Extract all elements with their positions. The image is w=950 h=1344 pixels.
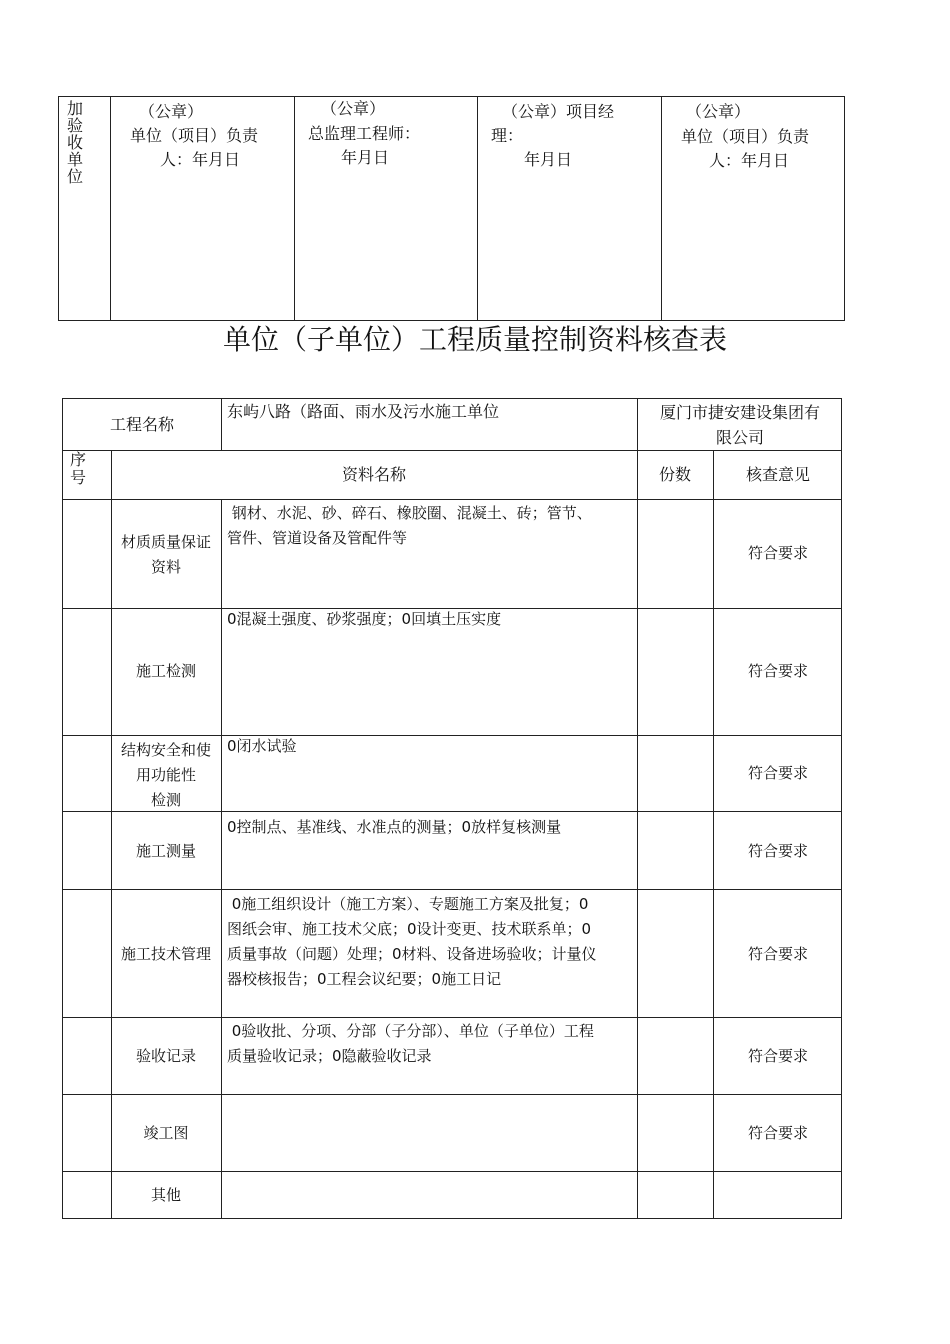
row-detail: 0施工组织设计（施工方案）、专题施工方案及批复；0 <box>227 895 589 913</box>
row-detail: 0控制点、基准线、水准点的测量；0放样复核测量 <box>227 818 562 836</box>
divider <box>661 97 662 320</box>
col-divider <box>637 450 638 1218</box>
header-opinion: 核查意见 <box>745 465 810 484</box>
page-title: 单位（子单位）工程质量控制资料核查表 <box>222 323 727 356</box>
row-detail: 钢材、水泥、砂、碎石、橡胶圈、混凝土、砖；管节、 <box>227 504 592 522</box>
row-opinion: 符合要求 <box>747 842 808 860</box>
row-opinion: 符合要求 <box>747 1124 808 1142</box>
row-name: 施工测量 <box>135 842 196 860</box>
row-name: 材质质量保证 <box>120 533 211 551</box>
seal-label: （公章）项目经 <box>502 102 615 121</box>
signature-text: 理： <box>491 126 524 145</box>
signature-block <box>58 96 845 321</box>
row-detail: 器校核报告；0工程会议纪要；0施工日记 <box>227 970 502 988</box>
signature-text: 单位（项目）负责 <box>130 126 259 145</box>
row-divider <box>63 889 841 890</box>
row-detail: 管件、管道设备及管配件等 <box>227 529 408 547</box>
header-seq: 序号 <box>69 450 86 487</box>
divider <box>477 97 478 320</box>
seal-label: （公章） <box>321 99 386 118</box>
row-detail: 图纸会审、施工技术父底；0设计变更、技术联系单；0 <box>227 920 592 938</box>
row-divider <box>63 1017 841 1018</box>
company-name: 限公司 <box>715 428 764 447</box>
side-label: 加验收单位 <box>66 99 83 186</box>
company-name: 厦门市捷安建设集团有 <box>659 403 820 422</box>
signature-text: 人：年月日 <box>160 150 241 169</box>
row-name: 结构安全和使 <box>120 741 211 759</box>
row-opinion: 符合要求 <box>747 1047 808 1065</box>
row-name: 检测 <box>150 791 181 809</box>
row-name: 验收记录 <box>135 1047 196 1065</box>
row-opinion: 符合要求 <box>747 764 808 782</box>
col-divider <box>221 399 222 450</box>
row-name: 竣工图 <box>143 1124 189 1142</box>
row-detail: 0验收批、分项、分部（子分部）、单位（子单位）工程 <box>227 1022 594 1040</box>
signature-text: 人：年月日 <box>709 151 790 170</box>
row-opinion: 符合要求 <box>747 662 808 680</box>
row-divider <box>63 450 841 451</box>
divider <box>294 97 295 320</box>
row-detail: 0闭水试验 <box>227 737 297 755</box>
header-copies: 份数 <box>658 465 691 484</box>
signature-text: 单位（项目）负责 <box>681 127 810 146</box>
col-divider <box>221 499 222 1218</box>
signature-text: 总监理工程师： <box>308 124 421 143</box>
row-detail: 质量事故（问题）处理；0材料、设备进场验收；计量仪 <box>227 945 597 963</box>
row-name: 其他 <box>150 1186 181 1204</box>
row-name: 施工检测 <box>135 662 196 680</box>
row-divider <box>63 499 841 500</box>
project-label: 工程名称 <box>109 415 174 434</box>
seal-label: （公章） <box>686 102 751 121</box>
row-opinion: 符合要求 <box>747 544 808 562</box>
signature-text: 年月日 <box>341 148 390 167</box>
row-divider <box>63 735 841 736</box>
signature-text: 年月日 <box>524 150 573 169</box>
row-opinion: 符合要求 <box>747 945 808 963</box>
row-divider <box>63 1094 841 1095</box>
seal-label: （公章） <box>139 102 204 121</box>
header-material: 资料名称 <box>341 465 406 484</box>
project-name: 东屿八路（路面、雨水及污水施工单位 <box>227 402 500 421</box>
row-divider <box>63 1171 841 1172</box>
quality-control-table <box>62 398 842 1219</box>
row-detail: 0混凝土强度、砂浆强度；0回填土压实度 <box>227 610 502 628</box>
row-detail: 质量验收记录；0隐蔽验收记录 <box>227 1047 432 1065</box>
divider <box>110 97 111 320</box>
row-name: 用功能性 <box>135 766 196 784</box>
row-name: 资料 <box>150 558 181 576</box>
row-name: 施工技术管理 <box>120 945 211 963</box>
